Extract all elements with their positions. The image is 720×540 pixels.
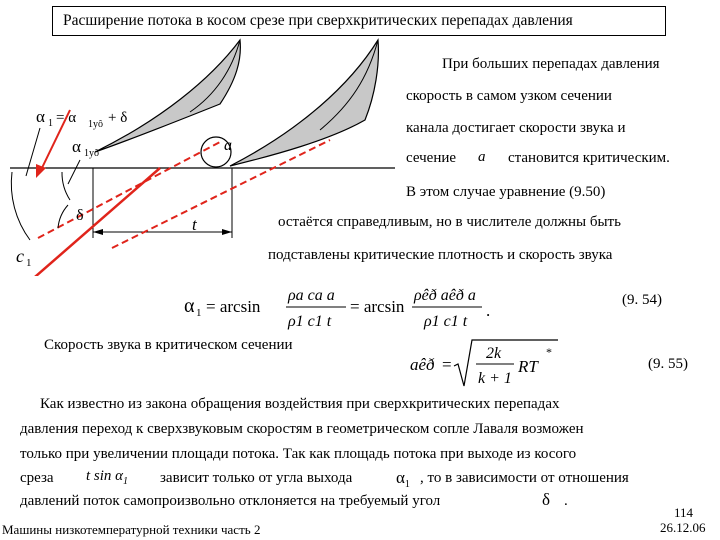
page-number: 114 <box>674 505 694 520</box>
intro-line-5: В этом случае уравнение (9.50) <box>406 184 606 200</box>
intro-line-4-end: становится критическим. <box>508 150 670 166</box>
label-alpha1-eq-sub: 1уô <box>88 119 103 130</box>
paragraph-line-5-end: . <box>564 493 568 509</box>
footer-date: 26.12.06 <box>660 520 706 535</box>
sound-speed-caption: Скорость звука в критическом сечении <box>44 337 293 353</box>
intro-line-6: остаётся справедливым, но в числителе должны быть <box>278 214 621 230</box>
paragraph-line-4-end: , то в зависимости от отношения <box>420 470 629 486</box>
slide-title: Расширение потока в косом срезе при сверхкритических перепадах давления <box>63 12 573 29</box>
svg-text:*: * <box>546 345 552 359</box>
intro-line-1: При больших перепадах давления <box>442 56 660 72</box>
inline-alpha-exit: $\alpha_1$ <box>396 468 410 490</box>
intro-line-3: канала достигает скорости звука и <box>406 120 626 136</box>
svg-text:k + 1: k + 1 <box>478 370 512 387</box>
svg-text:2k: 2k <box>486 345 502 362</box>
label-alpha1yd-sub: 1уô <box>84 148 99 159</box>
equation-9-55 <box>408 336 568 396</box>
label-alpha1-eq-plus: + δ <box>108 110 128 126</box>
label-delta: δ <box>76 207 84 224</box>
footer-left: Машины низкотемпературной техники часть 2 <box>2 522 261 537</box>
label-pitch-t: t <box>192 215 197 234</box>
label-alpha1-sym: α <box>36 107 45 126</box>
inline-t-sin-alpha: t $\sin \alpha_1$ <box>86 468 129 487</box>
angle-arc-alpha1 <box>11 172 30 240</box>
section-a-symbol: a <box>478 149 486 165</box>
intro-line-7: подставлены критические плотность и скорость звука <box>268 247 613 263</box>
svg-text:aêð: aêð <box>410 355 435 374</box>
blade-left <box>95 40 240 152</box>
svg-text:RT: RT <box>518 357 538 376</box>
pitch-arrow-right <box>222 229 232 235</box>
svg-text:ρa ca a: ρa ca a <box>288 287 335 304</box>
svg-text:α: α <box>184 295 195 317</box>
svg-text:ρêð aêð a: ρêð aêð a <box>414 287 476 304</box>
intro-line-4-start: сечение <box>406 150 457 166</box>
angle-arc-alpha1yd <box>62 172 70 200</box>
label-throat-a: a <box>224 137 232 154</box>
label-c1-sub: 1 <box>26 257 32 269</box>
svg-text:= arcsin: = arcsin <box>206 297 261 316</box>
leader-alpha1yd <box>68 160 80 184</box>
label-alpha1-eq: = α <box>56 110 77 126</box>
label-alpha1-sub: 1 <box>48 118 53 129</box>
svg-text:.: . <box>486 301 491 320</box>
svg-text:ρ1 c1 t: ρ1 c1 t <box>288 313 332 330</box>
svg-text:=: = <box>442 355 452 374</box>
eq-955-number: (9. 55) <box>648 356 688 372</box>
intro-line-2: скорость в самом узком сечении <box>406 88 612 104</box>
alpha-red-arrow-head <box>36 164 46 178</box>
paragraph-line-5: давлений поток самопроизвольно отклоняется на требуемый угол <box>20 493 441 509</box>
svg-text:1: 1 <box>196 307 202 319</box>
paragraph-line-2: давления переход к сверхзвуковым скоростям в геометрическом сопле Лаваля возможен <box>20 421 584 437</box>
paragraph-line-4-mid: зависит только от угла выхода <box>160 470 353 486</box>
equation-9-54 <box>180 278 510 338</box>
paragraph-line-3: только при увеличении площади потока. Так как площадь потока при выходе из косого <box>20 446 577 462</box>
paragraph-line-1: Как известно из закона обращения воздействия при сверхкритических перепадах <box>40 396 560 412</box>
svg-text:ρ1 c1 t: ρ1 c1 t <box>424 313 468 330</box>
cascade-figure <box>0 36 400 276</box>
blade-right <box>230 40 378 166</box>
inline-delta: δ <box>542 490 551 509</box>
eq-954-number: (9. 54) <box>622 292 662 308</box>
label-c1: c <box>16 246 24 266</box>
paragraph-line-4-start: среза <box>20 470 54 486</box>
label-alpha1yd-sym: α <box>72 137 81 156</box>
pitch-arrow-left <box>93 229 103 235</box>
svg-text:= arcsin: = arcsin <box>350 297 405 316</box>
title-box <box>52 6 666 36</box>
